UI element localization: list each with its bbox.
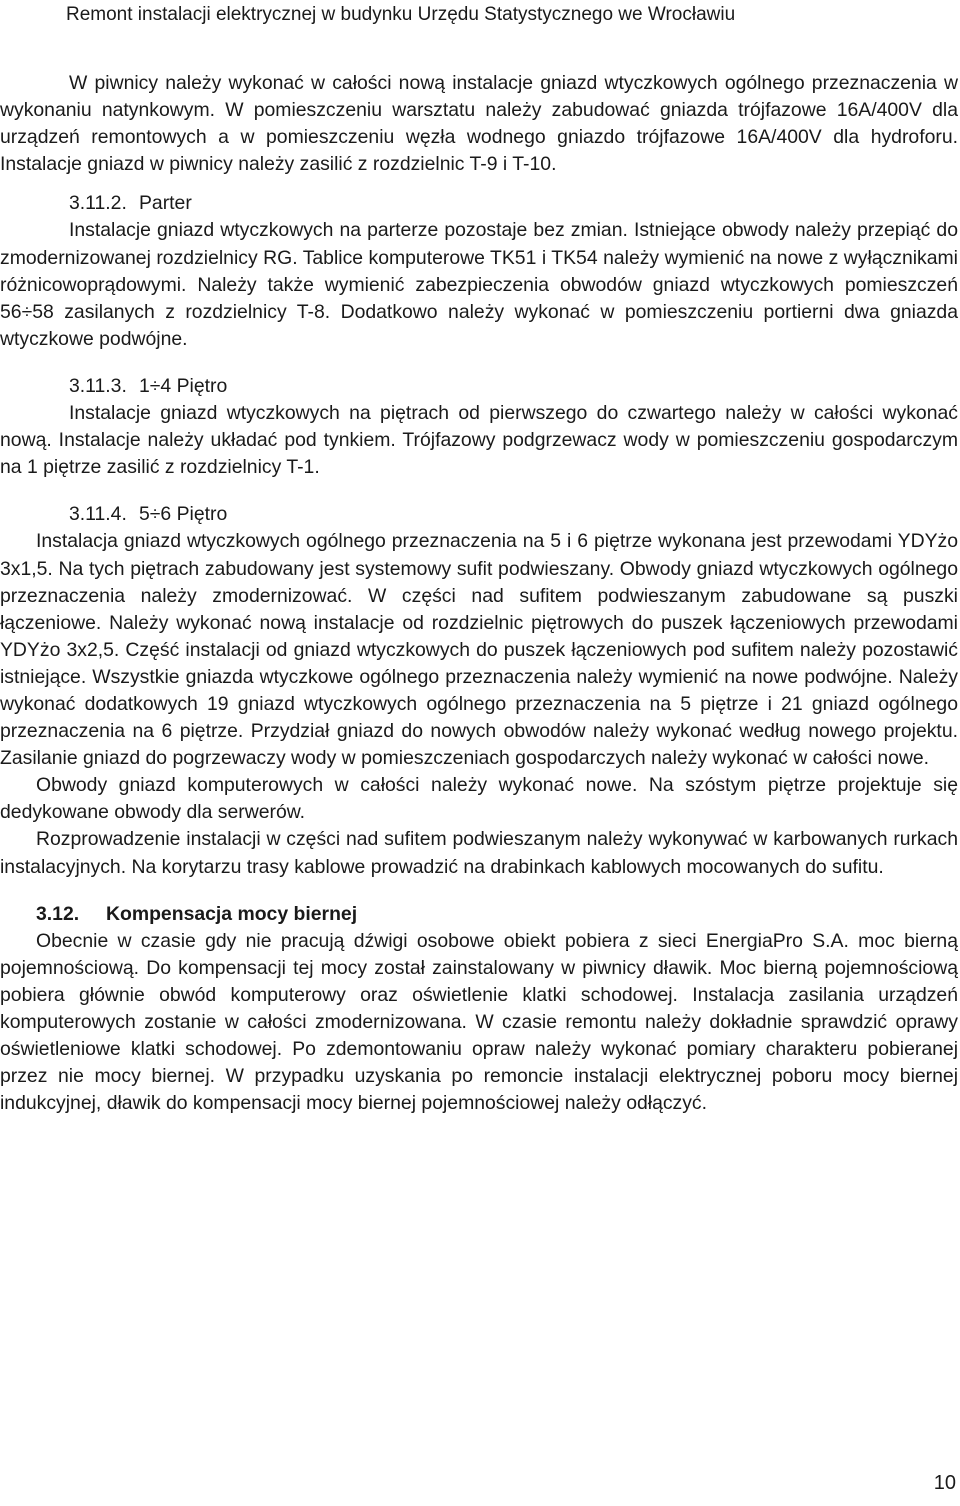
page-header: Remont instalacji elektrycznej w budynku Urzędu Statystycznego we Wrocławiu — [66, 4, 736, 25]
section-heading-3-11-2 — [0, 190, 958, 217]
paragraph-floors-1-4: Instalacje gniazd wtyczkowych na piętrach od pierwszego do czwartego należy w całości wykonać nową. Instalacje należy układać pod tynkiem. Trójfazowy podgrzewacz wody w pomieszczeniu gospodarczym na 1 piętrze zasilić z rozdzielnicy T-1. — [0, 402, 958, 479]
section-heading-3-11-4 — [0, 501, 958, 528]
section-number: 3.11.3. — [69, 374, 127, 397]
section-number: 3.11.4. — [69, 503, 127, 526]
document-body — [0, 70, 958, 1117]
paragraph-basement: W piwnicy należy wykonać w całości nową instalacje gniazd wtyczkowych ogólnego przeznaczenia w wykonaniu natynkowym. W pomieszczeniu warsztatu należy zabudować gniazda trójfazowe 16A/400V dla urządzeń remontowych a w pomieszczeniu węzła wodnego gniazdo trójfazowe 16A/400V dla hydroforu. Instalacje gniazd w piwnicy należy zasilić z rozdzielnic T-9 i T-10. — [0, 72, 958, 176]
section-number: 3.12. — [36, 902, 80, 925]
paragraph-cable-routing: Rozprowadzenie instalacji w części nad sufitem podwieszanym należy wykonywać w karbowanych rurkach instalacyjnych. Na korytarzu trasy kablowe prowadzić na drabinkach kablowych mocowanych do sufitu. — [0, 828, 958, 878]
section-heading-3-12 — [0, 901, 958, 928]
paragraph-reactive-power: Obecnie w czasie gdy nie pracują dźwigi osobowe obiekt pobiera z sieci EnergiaPro S.A. moc bierną pojemnościową. Do kompensacji tej mocy został zainstalowany w piwnicy dławik. Moc bierną pojemnościową pobiera głównie obwód komputerowy oraz oświetlenie klatki schodowej. Instalacja zasilania urządzeń komputerowych zostanie w całości zmodernizowana. W czasie remontu należy dokładnie sprawdzić oprawy oświetleniowe klatki schodowej. Po zdemontowaniu opraw należy wykonać pomiary charakteru pobieranej przez nie mocy biernej. W przypadku uzyskania po remoncie instalacji elektrycznej poboru mocy biernej indukcyjnej, dławik do kompensacji mocy biernej pojemnościowej należy odłączyć. — [0, 929, 958, 1115]
section-heading-3-11-3 — [0, 373, 958, 400]
section-title: 1÷4 Piętro — [139, 374, 228, 397]
section-title: 5÷6 Piętro — [139, 503, 228, 526]
section-title: Kompensacja mocy biernej — [106, 902, 358, 925]
section-number: 3.11.2. — [69, 192, 127, 215]
paragraph-computer-circuits: Obwody gniazd komputerowych w całości należy wykonać nowe. Na szóstym piętrze projektuje się dedykowane obwody dla serwerów. — [0, 774, 958, 824]
paragraph-floors-5-6: Instalacja gniazd wtyczkowych ogólnego przeznaczenia na 5 i 6 piętrze wykonana jest przewodami YDYżo 3x1,5. Na tych piętrach zabudowany jest systemowy sufit podwieszany. Obwody gniazd wtyczkowych ogólnego przeznaczenia należy zmodernizować. W części nad sufitem podwieszanym zabudowane są puszki łączeniowe. Należy wykonać nową instalacje od rozdzielnic piętrowych do puszek łączeniowych przewodami YDYżo 3x2,5. Część instalacji od gniazd wtyczkowych do puszek łączeniowych pod sufitem należy pozostawić istniejące. Wszystkie gniazda wtyczkowe ogólnego przeznaczenia należy wymienić na nowe podwójne. Należy wykonać dodatkowych 19 gniazd wtyczkowych ogólnego przeznaczenia na 5 piętrze i 21 gniazd ogólnego przeznaczenia na 6 piętrze. Przydział gniazd do nowych obwodów należy wykonać według nowego projektu. Zasilanie gniazd do pogrzewaczy wody w pomieszczeniach gospodarczych należy wykonać w całości nowe. — [0, 530, 958, 770]
paragraph-ground-floor: Instalacje gniazd wtyczkowych na parterze pozostaje bez zmian. Istniejące obwody należy przepiąć do zmodernizowanej rozdzielnicy RG. Tablice komputerowe TK51 i TK54 należy wymienić na nowe z wyłącznikami różnicowoprądowymi. Należy także wymienić zabezpieczenia obwodów gniazd wtyczkowych pomieszczeń 56÷58 zasilanych z rozdzielnicy T-8. Dodatkowo należy wykonać w pomieszczeniu portierni dwa gniazda wtyczkowe podwójne. — [0, 219, 958, 350]
section-title: Parter — [139, 192, 192, 215]
page-number: 10 — [933, 1472, 956, 1494]
